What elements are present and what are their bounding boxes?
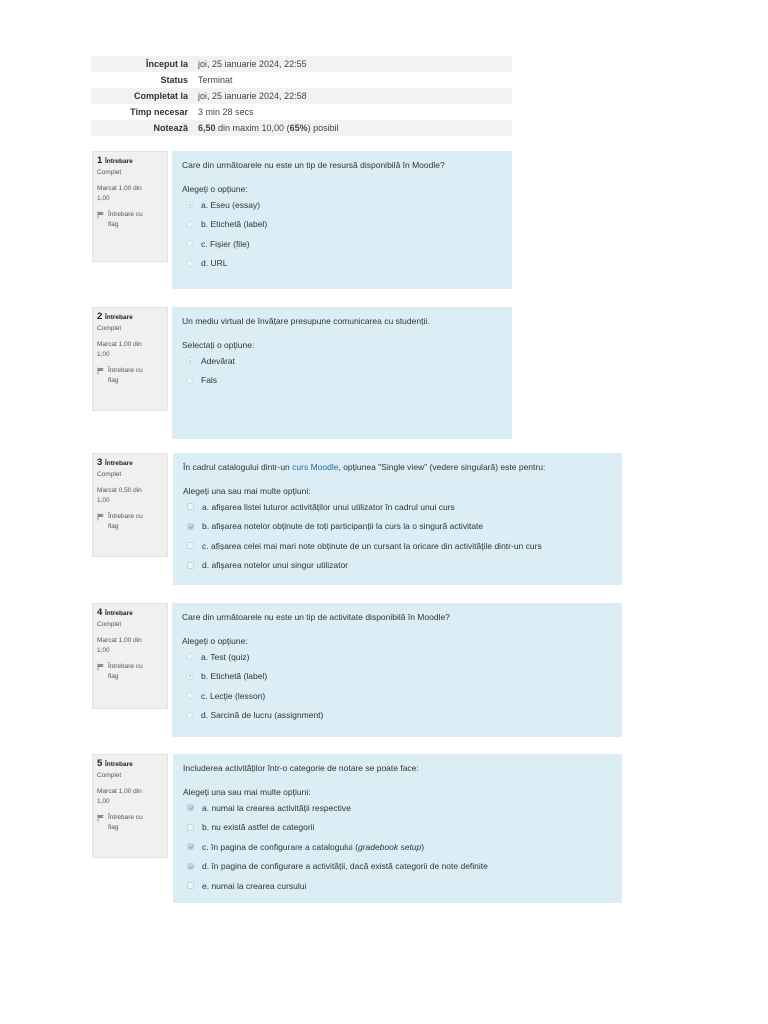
radio-button[interactable] bbox=[186, 712, 193, 719]
answer-option-b[interactable] bbox=[183, 818, 612, 838]
question-number: 2 bbox=[97, 311, 103, 322]
option-label: d. în pagina de configurare a activității, dacă există categorii de note definite bbox=[202, 861, 488, 872]
option-label: c. Fișier (file) bbox=[201, 238, 250, 249]
answer-prompt: Alegeți o opțiune: bbox=[182, 184, 248, 194]
option-label: d. URL bbox=[201, 258, 228, 269]
flag-question-button[interactable]: Întrebare cu flag bbox=[97, 366, 163, 386]
checkbox[interactable] bbox=[187, 824, 194, 831]
option-label: c. Lecție (lesson) bbox=[201, 690, 266, 701]
question-text: În cadrul catalogului dintr-un curs Moodle, opțiunea "Single view" (vedere singulară) este pentru: bbox=[183, 462, 546, 472]
flag-icon bbox=[97, 513, 105, 521]
summary-row-time-taken bbox=[91, 104, 512, 120]
answer-option-e[interactable] bbox=[183, 876, 612, 896]
summary-value bbox=[196, 120, 512, 136]
option-label: a. afișarea listei tuturor activităților unui utilizator în cadrul unui curs bbox=[202, 501, 455, 512]
checkbox[interactable] bbox=[187, 523, 194, 530]
summary-row-status bbox=[91, 72, 512, 88]
summary-label: Completat la bbox=[133, 91, 188, 101]
checkbox[interactable] bbox=[187, 804, 194, 811]
question-info bbox=[92, 453, 168, 557]
question-text: Un mediu virtual de învățare presupune comunicarea cu studenții. bbox=[182, 316, 430, 326]
answer-option-d[interactable] bbox=[182, 706, 612, 726]
flag-icon bbox=[97, 211, 105, 219]
summary-row-completed bbox=[91, 88, 512, 104]
answer-prompt: Alegeți una sau mai multe opțiuni: bbox=[183, 787, 311, 797]
question-mark: Marcat 1,00 din 1,00 bbox=[97, 637, 142, 654]
question-text: Includerea activităților într-o categorie de notare se poate face: bbox=[183, 763, 419, 773]
question-number: 3 bbox=[97, 457, 103, 468]
question-state: Complet bbox=[97, 325, 122, 332]
grade-value: 6,50 bbox=[198, 123, 216, 133]
flag-question-button[interactable]: Întrebare cu flag bbox=[97, 813, 163, 833]
flag-icon bbox=[97, 814, 105, 822]
summary-label: Început la bbox=[145, 59, 188, 69]
option-label: a. Test (quiz) bbox=[201, 651, 250, 662]
question-info bbox=[92, 151, 168, 262]
checkbox[interactable] bbox=[187, 542, 194, 549]
summary-value: joi, 25 ianuarie 2024, 22:55 bbox=[198, 59, 307, 69]
answer-prompt: Alegeți una sau mai multe opțiuni: bbox=[183, 486, 311, 496]
answer-option-c[interactable] bbox=[182, 686, 612, 706]
answer-option-c[interactable] bbox=[183, 536, 612, 556]
option-label: b. afișarea notelor obținute de toți participanții la curs la o singură activitate bbox=[202, 521, 484, 532]
answer-option-a[interactable] bbox=[182, 647, 612, 667]
answer-option-b[interactable] bbox=[182, 667, 612, 687]
option-label: a. numai la crearea activității respective bbox=[202, 802, 351, 813]
summary-value: Terminat bbox=[198, 75, 233, 85]
question-state: Complet bbox=[97, 169, 122, 176]
option-label: e. numai la crearea cursului bbox=[202, 880, 307, 891]
grade-percent: 65% bbox=[289, 123, 308, 133]
summary-label: Status bbox=[160, 75, 188, 85]
summary-value: 3 min 28 secs bbox=[198, 107, 254, 117]
radio-button[interactable] bbox=[186, 673, 193, 680]
option-label: b. Etichetă (label) bbox=[201, 671, 268, 682]
option-label: Fals bbox=[201, 375, 218, 386]
question-word: Întrebare bbox=[104, 610, 133, 617]
flag-question-button[interactable]: Întrebare cu flag bbox=[97, 210, 163, 230]
question-mark: Marcat 0,50 din 1,00 bbox=[97, 487, 142, 504]
flag-question-button[interactable]: Întrebare cu flag bbox=[97, 662, 163, 682]
checkbox[interactable] bbox=[187, 562, 194, 569]
checkbox[interactable] bbox=[187, 843, 194, 850]
course-link[interactable]: curs Moodle bbox=[292, 462, 339, 472]
answer-option-false[interactable] bbox=[182, 371, 502, 391]
question-info bbox=[92, 307, 168, 411]
summary-value: joi, 25 ianuarie 2024, 22:58 bbox=[198, 91, 307, 101]
summary-label: Timp necesar bbox=[130, 107, 188, 117]
summary-row-started bbox=[91, 56, 512, 72]
radio-button[interactable] bbox=[186, 260, 193, 267]
question-content bbox=[172, 151, 512, 289]
question-word: Întrebare bbox=[104, 158, 133, 165]
question-state: Complet bbox=[97, 621, 122, 628]
question-number: 5 bbox=[97, 758, 103, 769]
checkbox[interactable] bbox=[187, 863, 194, 870]
option-label: d. Sarcină de lucru (assignment) bbox=[201, 710, 324, 721]
answer-option-d[interactable] bbox=[183, 556, 612, 576]
answer-option-d[interactable] bbox=[182, 254, 502, 274]
question-word: Întrebare bbox=[104, 761, 133, 768]
question-word: Întrebare bbox=[104, 460, 133, 467]
question-mark: Marcat 1,00 din 1,00 bbox=[97, 185, 142, 202]
question-content bbox=[173, 453, 622, 585]
option-label: c. afișarea celei mai mari note obținute de un cursant la oricare din activitățile dintr-un curs bbox=[202, 540, 542, 551]
grade-max-text: din maxim 10,00 ( bbox=[215, 123, 290, 133]
answer-option-true[interactable] bbox=[182, 351, 502, 371]
checkbox[interactable] bbox=[187, 503, 194, 510]
question-number: 1 bbox=[97, 155, 103, 166]
option-label: b. Etichetă (label) bbox=[201, 219, 268, 230]
question-state: Complet bbox=[97, 471, 122, 478]
summary-label: Notează bbox=[153, 123, 188, 133]
option-label: Adevărat bbox=[201, 355, 236, 366]
option-label: b. nu există astfel de categorii bbox=[202, 822, 315, 833]
answer-option-d[interactable] bbox=[183, 857, 612, 877]
checkbox[interactable] bbox=[187, 882, 194, 889]
question-content bbox=[172, 603, 622, 737]
answer-prompt: Alegeți o opțiune: bbox=[182, 636, 248, 646]
question-mark: Marcat 1,00 din 1,00 bbox=[97, 788, 142, 805]
answer-prompt: Selectați o opțiune: bbox=[182, 340, 255, 350]
flag-question-button[interactable]: Întrebare cu flag bbox=[97, 512, 163, 532]
option-label: c. în pagina de configurare a catalogului (gradebook setup) bbox=[202, 841, 425, 852]
flag-icon bbox=[97, 367, 105, 375]
question-number: 4 bbox=[97, 607, 103, 618]
radio-button[interactable] bbox=[186, 221, 193, 228]
answer-option-c[interactable] bbox=[182, 234, 502, 254]
question-info bbox=[92, 603, 168, 709]
question-state: Complet bbox=[97, 772, 122, 779]
attempt-summary-table bbox=[91, 56, 512, 136]
question-text: Care din următoarele nu este un tip de activitate disponibilă în Moodle? bbox=[182, 612, 450, 622]
answer-option-a[interactable] bbox=[183, 497, 612, 517]
answer-option-a[interactable] bbox=[182, 195, 502, 215]
radio-button[interactable] bbox=[186, 692, 193, 699]
question-mark: Marcat 1,00 din 1,00 bbox=[97, 341, 142, 358]
answer-option-b[interactable] bbox=[183, 517, 612, 537]
answer-option-c[interactable] bbox=[183, 837, 612, 857]
question-word: Întrebare bbox=[104, 314, 133, 321]
radio-button[interactable] bbox=[186, 653, 193, 660]
question-content bbox=[173, 754, 622, 903]
question-info bbox=[92, 754, 168, 858]
summary-row-grade bbox=[91, 120, 512, 136]
question-content bbox=[172, 307, 512, 439]
radio-button[interactable] bbox=[186, 201, 193, 208]
grade-suffix: ) posibil bbox=[307, 123, 339, 133]
radio-button[interactable] bbox=[186, 240, 193, 247]
answer-option-a[interactable] bbox=[183, 798, 612, 818]
option-label: a. Eseu (essay) bbox=[201, 199, 261, 210]
radio-button[interactable] bbox=[186, 357, 193, 364]
radio-button[interactable] bbox=[186, 377, 193, 384]
answer-option-b[interactable] bbox=[182, 215, 502, 235]
question-text: Care din următoarele nu este un tip de resursă disponibilă în Moodle? bbox=[182, 160, 445, 170]
option-label: d. afișarea notelor unui singur utilizator bbox=[202, 560, 348, 571]
flag-icon bbox=[97, 663, 105, 671]
